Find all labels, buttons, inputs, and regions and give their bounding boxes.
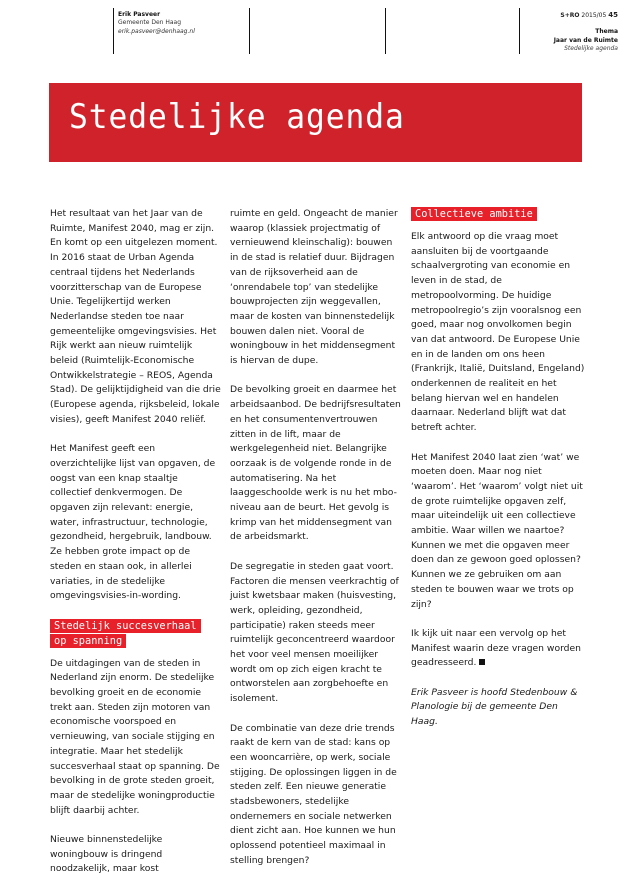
paragraph: De bevolking groeit en daarmee het arbeidsaanbod. De bedrijfsresultaten en het consumentenvertrouwen zitten in de lift, maar de werkgelegenheid niet. Belangrijke oorzaak is de volgende ronde in de automatisering. Na het laaggeschoolde werk is nu het mbo-niveau aan de beurt. Het gevolg is krimp van het middensegment van de arbeidsmarkt.: [230, 384, 401, 543]
author-block: [118, 11, 195, 36]
subheading-line: op spanning: [50, 634, 126, 648]
subheading-line: Stedelijk succesverhaal: [50, 619, 201, 633]
author-bio: Erik Pasveer is hoofd Stedenbouw & Planologie bij de gemeente Den Haag.: [411, 686, 578, 728]
section-name: Stedelijke agenda: [564, 44, 618, 52]
page-number: 45: [608, 11, 618, 19]
subheading: [411, 207, 587, 222]
theme-name: Jaar van de Ruimte: [553, 36, 618, 44]
article-column-2: [230, 207, 402, 883]
paragraph: ruimte en geld. Ongeacht de manier waarop (klassiek projectmatig of vernieuwend kleinschalig): bouwen in de stad is relatief duur. Bijdragen van de rijksoverheid aan de ‘onrendabele top’ van stedelijke bouwprojecten zijn weggevallen, maar de kosten van binnenstedelijk bouwen dalen niet. Vooral de woningbouw in het middensegment is hiervan de dupe.: [230, 208, 398, 367]
paragraph: Elk antwoord op die vraag moet aansluiten bij de voortgaande schaalvergroting van economie en leven in de stad, de metropoolvorming. De huidige metropoolregio’s zijn vooralsnog een goed, maar nog onvolkomen begin van dat antwoord. De Europese Unie en in de landen om ons heen (Frankrijk, Italië, Duitsland, Engeland) onderkennen de realiteit en het belang hiervan wel en handelen daarnaar. Nederland blijft wat dat betreft achter.: [411, 231, 585, 434]
paragraph: De uitdagingen van de steden in Nederland zijn enorm. De stedelijke bevolking groeit en de economie trekt aan. Steden zijn motoren van economische voorspoed en vernieuwing, van sociale stijging en integratie. Maar het stedelijk succesverhaal staat op spanning. De bevolking in de grote steden groeit, maar de stedelijke woningproductie blijft daarbij achter.: [50, 657, 220, 816]
paragraph: Het Manifest 2040 laat zien ‘wat’ we moeten doen. Maar nog niet ‘waarom’. Het ‘waarom’ volgt niet uit de grote ruimtelijke opgaven zelf, maar uiteindelijk uit een collectieve ambitie. Waar willen we naartoe? Kunnen we met die opgaven meer doen dan ze gewoon goed oplossen? Kunnen we ze gebruiken om aan steden te bouwen waar we trots op zijn?: [411, 451, 583, 610]
author-email[interactable]: erik.pasveer@denhaag.nl: [118, 27, 195, 35]
article-column-1: [50, 207, 222, 892]
issue-line: [554, 11, 618, 20]
closing-text: Ik kijk uit naar een vervolg op het Manifest waarin deze vragen worden geadresseerd.: [411, 627, 581, 669]
paragraph: De combinatie van deze drie trends raakt de kern van de stad: kans op een wooncarrière, op werk, sociale stijging. De oplossingen liggen in de steden zelf. Een nieuwe generatie stadsbewoners, stedelijke ondernemers en sociale netwerken dient zicht aan. Hoe kunnen we hun oplossend potentieel maximaal in stelling brengen?: [230, 722, 397, 866]
article-column-3: [411, 207, 587, 745]
theme-label: Thema: [595, 28, 618, 36]
subheading-line: Collectieve ambitie: [411, 207, 537, 221]
closing-paragraph: [411, 627, 587, 671]
paragraph: Het Manifest geeft een overzichtelijke lijst van opgaven, de oogst van een knap staaltje collectief denkvermogen. De opgaven zijn relevant: energie, water, infrastructuur, technologie, gezondheid, hergebruik, landbouw. Ze hebben grote impact op de steden en staan ook, in allerlei variaties, in de stedelijke omgevingsvisies-in-wording.: [50, 443, 216, 602]
title-banner: [49, 83, 582, 162]
paragraph: De segregatie in steden gaat voort. Factoren die mensen veerkrachtig of juist kwetsbaar maken (huisvesting, werk, opleiding, gezondheid, participatie) raken steeds meer ruimtelijk geconcentreerd waardoor het voor veel mensen moeilijker wordt om op zich eigen kracht te ontworstelen aan zorgbehoefte en isolement.: [230, 560, 399, 705]
paragraph: Nieuwe binnenstedelijke woningbouw is dringend noodzakelijk, maar kost: [50, 834, 163, 875]
header-divider: [385, 8, 386, 54]
page-title: Stedelijke agenda: [69, 97, 405, 137]
issue-number: 2015/05: [581, 12, 607, 19]
paragraph: Het resultaat van het Jaar van de Ruimte, Manifest 2040, mag er zijn. En komt op een uitgelezen moment. In 2016 staat de Urban Agenda centraal tijdens het Nederlands voorzitterschap van de Europese Unie. Tegelijkertijd werken Nederlandse steden toe naar gemeentelijke omgevingsvisies. Het Rijk werkt aan nieuw ruimtelijk beleid (Ruimtelijk-Economische Ontwikkelstrategie – REOS, Agenda Stad). De gelijktijdigheid van die drie (Europese agenda, rijksbeleid, lokale visies), geeft Manifest 2040 reliëf.: [50, 208, 221, 425]
author-organization: Gemeente Den Haag: [118, 19, 182, 27]
end-mark-icon: [479, 659, 485, 665]
issue-block: [554, 11, 618, 53]
header-divider: [519, 8, 520, 54]
header-divider: [249, 8, 250, 54]
magazine-name: S+RO: [560, 12, 580, 19]
header-divider: [113, 8, 114, 54]
subheading: [50, 619, 222, 649]
author-name: Erik Pasveer: [118, 11, 161, 18]
